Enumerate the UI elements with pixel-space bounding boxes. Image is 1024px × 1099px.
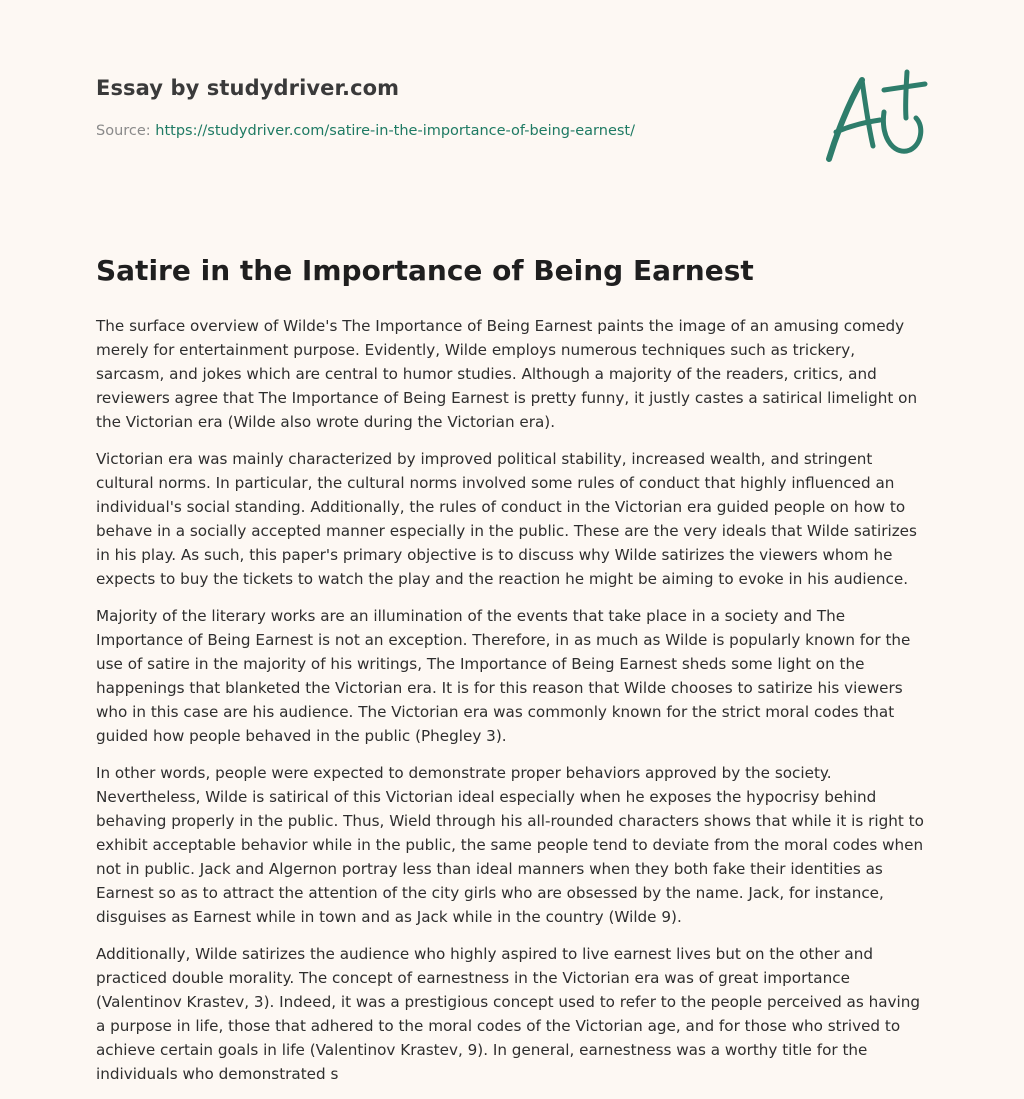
- brand-title: Essay by studydriver.com: [96, 76, 400, 100]
- source-link[interactable]: https://studydriver.com/satire-in-the-importance-of-being-earnest/: [155, 123, 635, 139]
- paragraph-1: The surface overview of Wilde's The Importance of Being Earnest paints the image of an amusing comedy merely for entertainment purpose. Evidently, Wilde employs numerous techniques such as trickery, sarcasm, and jokes which are central to humor studies. Although a majority of the readers, critics, and reviewers agree that The Importance of Being Earnest is pretty funny, it justly castes a satirical limelight on the Victorian era (Wilde also wrote during the Victorian era).: [96, 317, 918, 431]
- paragraph-2: Victorian era was mainly characterized by improved political stability, increased wealth, and stringent cultural norms. In particular, the cultural norms involved some rules of conduct that highly influenced an individual's social standing. Additionally, the rules of conduct in the Victorian era guided people on how to behave in a socially accepted manner especially in the public. These are the very ideals that Wilde satirizes in his play. As such, this paper's primary objective is to discuss why Wilde satirizes the viewers whom he expects to buy the tickets to watch the play and the reaction he might be aiming to evoke in his audience.: [96, 450, 917, 588]
- a-plus-logo-icon: [818, 66, 930, 166]
- essay-body: [96, 314, 928, 1099]
- paragraph-5: Additionally, Wilde satirizes the audience who highly aspired to live earnest lives but on the other and practiced double morality. The concept of earnestness in the Victorian era was of great importance (Valentinov Krastev, 3). Indeed, it was a prestigious concept used to refer to the people perceived as having a purpose in life, those that adhered to the moral codes of the Victorian age, and for those who strived to achieve certain goals in life (Valentinov Krastev, 9). In general, earnestness was a worthy title for the individuals who demonstrated s: [96, 945, 921, 1083]
- paragraph-4: In other words, people were expected to demonstrate proper behaviors approved by the society. Nevertheless, Wilde is satirical of this Victorian ideal especially when he exposes the hypocrisy behind behaving properly in the public. Thus, Wield through his all-rounded characters shows that while it is right to exhibit acceptable behavior while in the public, the same people tend to deviate from the moral codes when not in public. Jack and Algernon portray less than ideal manners when they both fake their identities as Earnest so as to attract the attention of the city girls who are obsessed by the name. Jack, for instance, disguises as Earnest while in town and as Jack while in the country (Wilde 9).: [96, 764, 924, 926]
- paragraph-3: Majority of the literary works are an illumination of the events that take place in a society and The Importance of Being Earnest is not an exception. Therefore, in as much as Wilde is popularly known for the use of satire in the majority of his writings, The Importance of Being Earnest sheds some light on the happenings that blanketed the Victorian era. It is for this reason that Wilde chooses to satirize his viewers who in this case are his audience. The Victorian era was commonly known for the strict moral codes that guided how people behaved in the public (Phegley 3).: [96, 607, 911, 745]
- source-label: Source:: [96, 123, 156, 139]
- source-line: [96, 123, 635, 139]
- essay-title: Satire in the Importance of Being Earnest: [96, 254, 754, 287]
